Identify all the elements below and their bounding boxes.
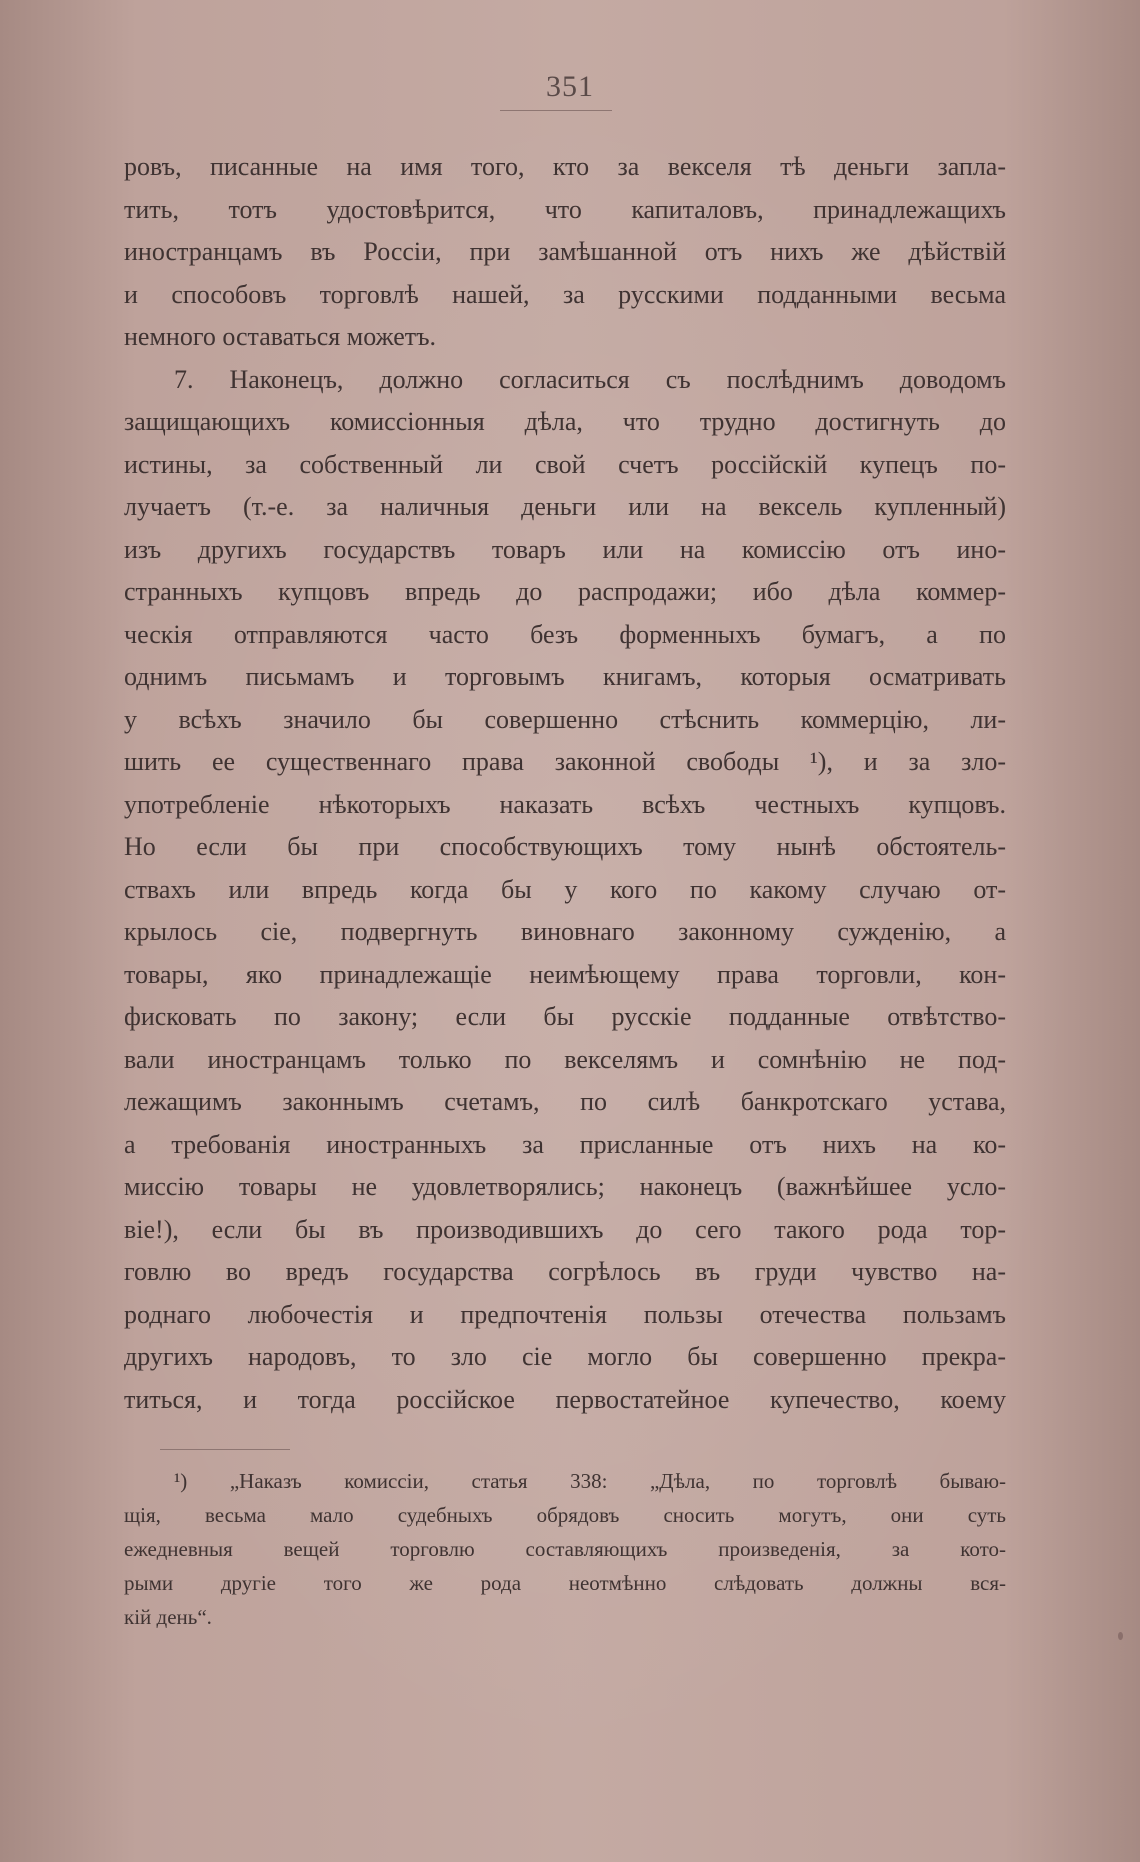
text-line: у всѣхъ значило бы совершенно стѣснить коммерцію, ли- [124, 704, 1006, 734]
footnote-line: кій день“. [124, 1605, 212, 1629]
footnote-rule [160, 1449, 290, 1450]
text-line: а требованія иностранныхъ за присланные отъ нихъ на ко- [124, 1129, 1006, 1159]
text-line: однимъ письмамъ и торговымъ книгамъ, которыя осматривать [124, 662, 1006, 691]
text-line: и способовъ торговлѣ нашей, за русскими подданными весьма [124, 279, 1006, 309]
paragraph-point-7 [124, 359, 1006, 1422]
paragraph-continuation [124, 146, 1006, 359]
text-line: странныхъ купцовъ впредь до распродажи; ибо дѣла коммер- [124, 577, 1006, 606]
text-line: лежащимъ законнымъ счетамъ, по силѣ банкротскаго устава, [124, 1087, 1006, 1116]
text-line: защищающихъ комиссіонныя дѣла, что трудно достигнуть до [124, 407, 1006, 436]
text-line: ческія отправляются часто безъ форменныхъ бумагъ, а по [124, 619, 1006, 649]
footnote [124, 1464, 1006, 1634]
text-line: говлю во вредъ государства согрѣлось въ груди чувство на- [124, 1257, 1006, 1286]
text-line: віе!), если бы въ производившихъ до сего такого рода тор- [124, 1214, 1006, 1244]
text-line: 7. Наконецъ, должно согласиться съ послѣднимъ доводомъ [174, 364, 1006, 394]
text-line: крылось сіе, подвергнуть виновнаго законному сужденію, а [124, 917, 1006, 946]
text-line: миссію товары не удовлетворялись; наконецъ (важнѣйшее усло- [124, 1172, 1006, 1201]
text-line: употребленіе нѣкоторыхъ наказать всѣхъ честныхъ купцовъ. [124, 789, 1006, 819]
footnote-line: ежедневныя вещей торговлю составляющихъ произведенія, за кото- [124, 1537, 1006, 1561]
text-line: немного оставаться можетъ. [124, 322, 437, 351]
text-line: иностранцамъ въ Россіи, при замѣшанной отъ нихъ же дѣйствій [124, 237, 1006, 266]
text-line: другихъ народовъ, то зло сіе могло бы совершенно прекра- [124, 1342, 1006, 1371]
text-line: тить, тотъ удостовѣрится, что капиталовъ, принадлежащихъ [124, 194, 1006, 224]
text-line: роднаго любочестія и предпочтенія пользы отечества пользамъ [124, 1299, 1006, 1329]
text-line: изъ другихъ государствъ товаръ или на комиссію отъ ино- [124, 534, 1006, 564]
footnote-line: рыми другіе того же рода неотмѣнно слѣдовать должны вся- [124, 1571, 1006, 1595]
page-number-rule [500, 110, 612, 111]
text-line: ровъ, писанные на имя того, кто за векселя тѣ деньги запла- [124, 152, 1006, 181]
text-line: шить ее существеннаго права законной свободы ¹), и за зло- [124, 747, 1006, 776]
page-number: 351 [546, 70, 594, 103]
text-line: вали иностранцамъ только по векселямъ и сомнѣнію не под- [124, 1044, 1006, 1074]
paper-stain [1118, 1632, 1123, 1640]
main-text [124, 146, 1006, 1421]
text-line: ствахъ или впредь когда бы у кого по какому случаю от- [124, 874, 1006, 904]
text-line: лучаетъ (т.-е. за наличныя деньги или на вексель купленный) [124, 492, 1006, 521]
text-line: истины, за собственный ли свой счетъ россійскій купецъ по- [124, 449, 1006, 479]
footnote-line: щія, весьма мало судебныхъ обрядовъ сносить могутъ, они суть [124, 1503, 1006, 1527]
text-line: Но если бы при способствующихъ тому нынѣ обстоятель- [124, 832, 1006, 861]
text-line: титься, и тогда россійское первостатейное купечество, коему [124, 1384, 1006, 1414]
text-line: товары, яко принадлежащіе неимѣющему права торговли, кон- [124, 959, 1006, 989]
text-line: фисковать по закону; если бы русскіе подданные отвѣтство- [124, 1002, 1006, 1031]
footnote-line: ¹) „Наказъ комиссіи, статья 338: „Дѣла, по торговлѣ бываю- [174, 1469, 1006, 1493]
